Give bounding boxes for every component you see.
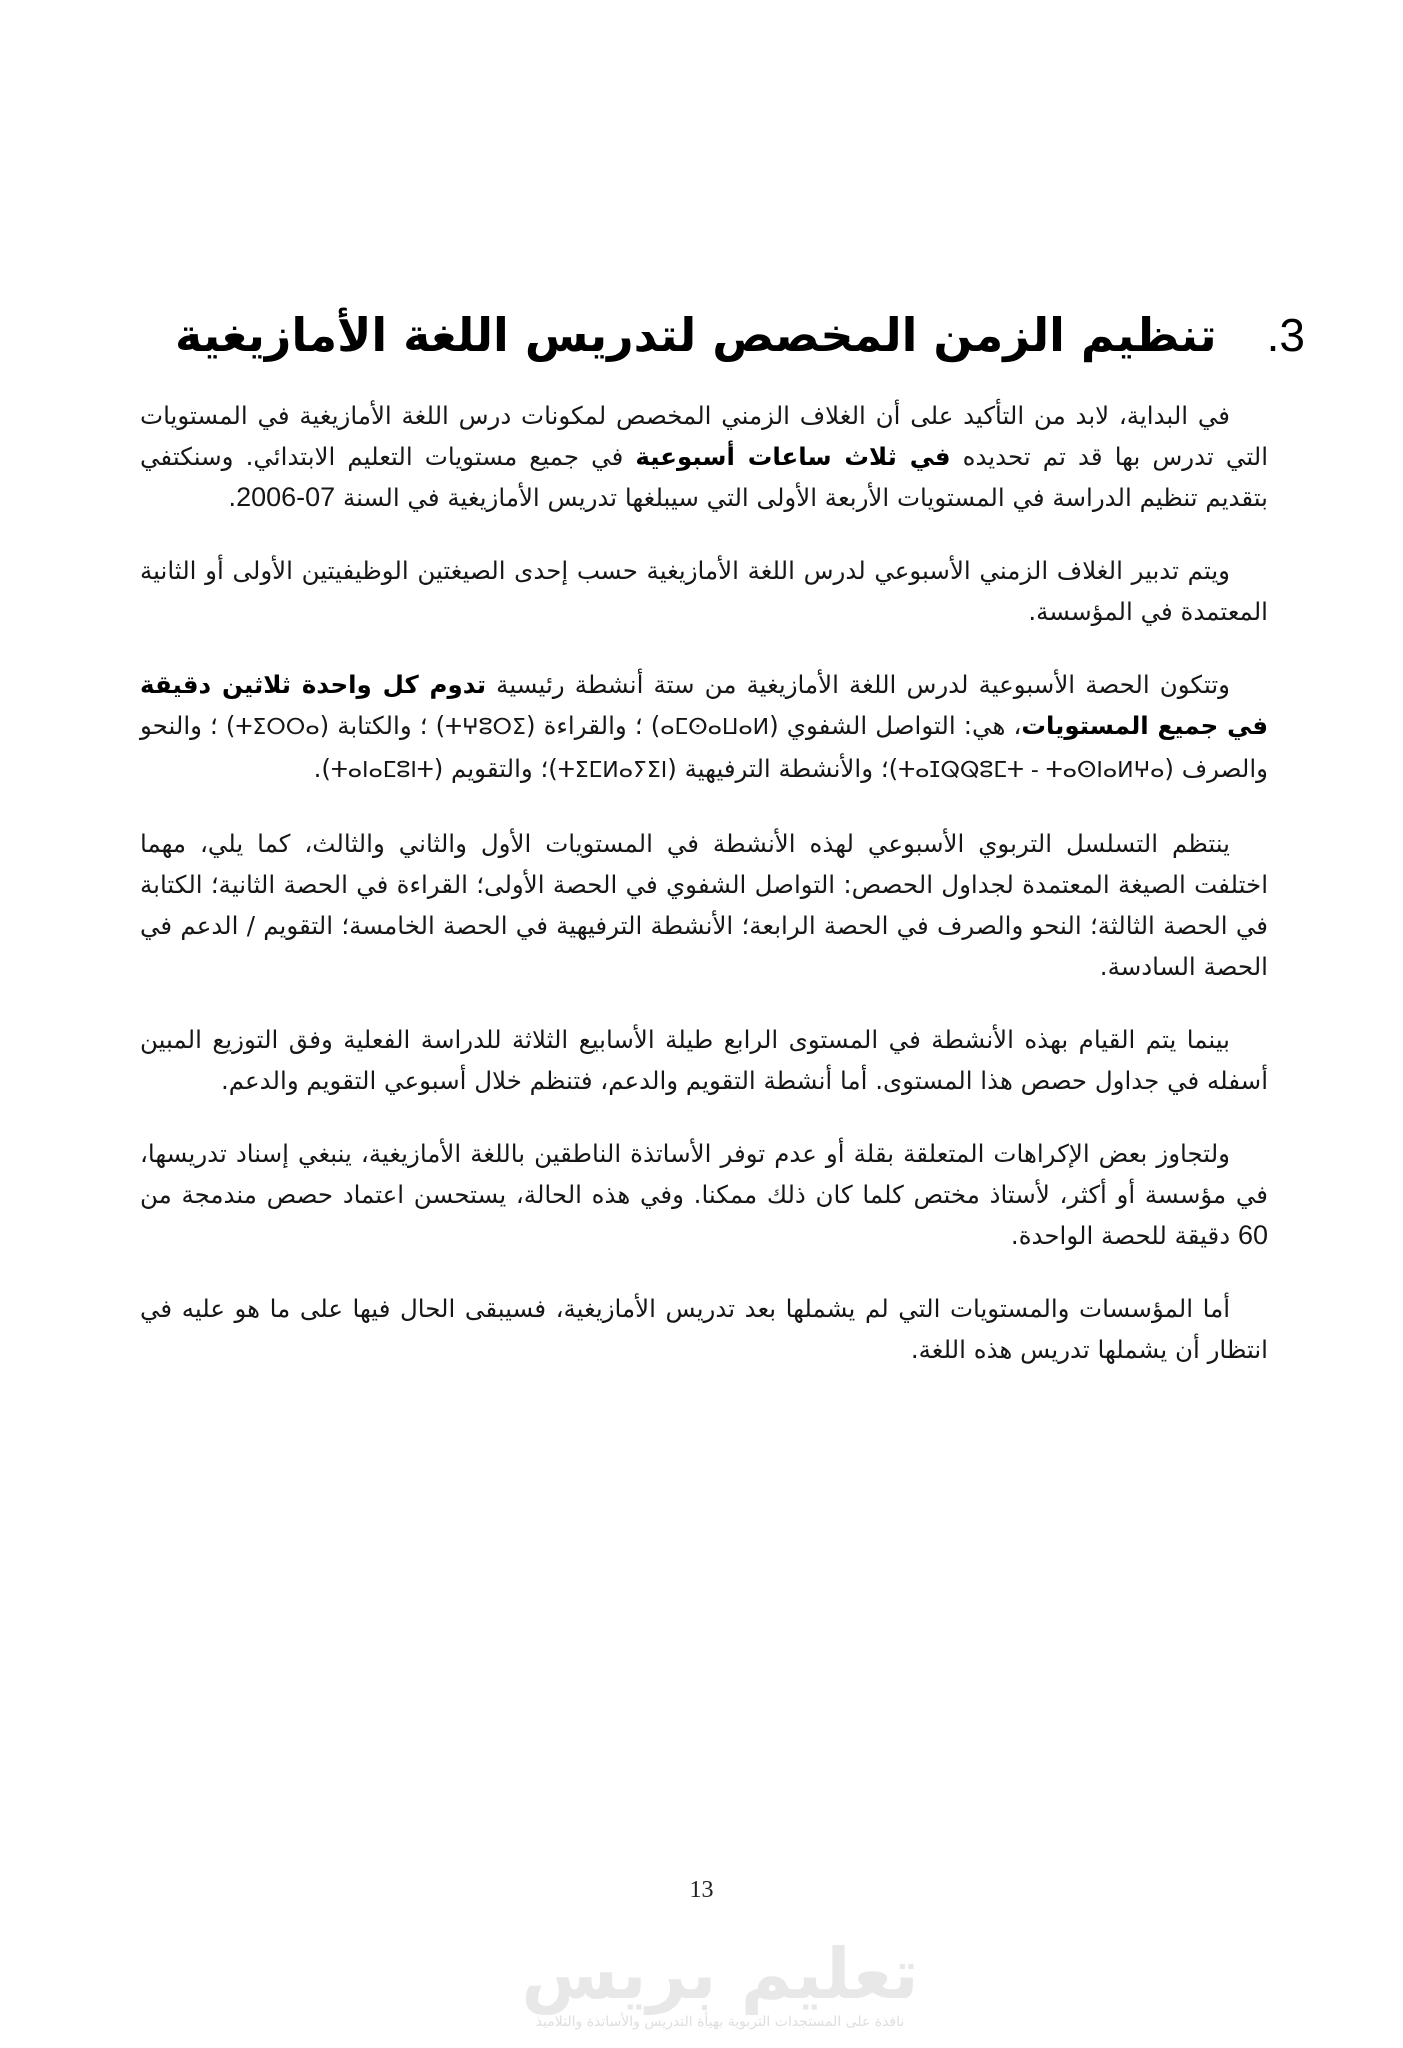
paragraph-3-text-b: ، هي: التواصل الشفوي ( (769, 711, 1022, 740)
watermark-logo (420, 1935, 1020, 2045)
paragraph-3-text-f: )؛ والأنشطة الترفيهية ( (667, 754, 899, 783)
paragraph-3-text-g: )؛ والتقويم ( (433, 754, 558, 783)
tifinagh-term-reading: ⵜⵖⵓⵔⵉ (445, 715, 526, 740)
paragraph-3-emphasis: تدوم كل واحدة ثلاثين دقيقة في جميع المستويات (140, 670, 1268, 740)
tifinagh-term-grammar: ⵜⴰⵊⵕⵕⵓⵎⵜ - ⵜⴰⵙⵏⴰⵍⵖⴰ (898, 758, 1165, 783)
paragraph-4: ينتظم التسلسل التربوي الأسبوعي لهذه الأنشطة في المستويات الأول والثاني والثالث، كما يلي، مهما اختلفت الصيغة المعتمدة لجداول الحصص: التواصل الشفوي في الحصة الأولى؛ القراءة في الحصة الثانية؛ الكتابة في الحصة الثالثة؛ النحو والصرف في الحصة الرابعة؛ الأنشطة الترفيهية في الحصة الخامسة؛ التقويم / الدعم في الحصة السادسة. (140, 829, 1268, 981)
tifinagh-term-writing: ⵜⵉⵔⵔⴰ (235, 715, 320, 740)
tifinagh-term-evaluation: ⵜⴰⵏⴰⵎⵓⵏⵜ (330, 758, 434, 783)
tifinagh-term-recreation: ⵜⵉⵎⵍⴰⵢⵉⵏ (557, 758, 668, 783)
paragraph-7: أما المؤسسات والمستويات التي لم يشملها بعد تدريس الأمازيغية، فسيبقى الحال فيها على ما هو عليه في انتظار أن يشملها تدريس هذه اللغة. (140, 1294, 1268, 1364)
document-body (140, 395, 1268, 1402)
paragraph-6-text-a: ولتجاوز بعض الإكراهات المتعلقة بقلة أو عدم توفر الأساتذة الناطقين باللغة الأمازيغية، ينبغي إسناد تدريسها، في مؤسسة أو أكثر، لأستاذ مختص كلما كان ذلك ممكنا. وفي هذه الحالة، يستحسن اعتماد حصص مندمجة من (140, 1139, 1268, 1209)
paragraph-3-text-a: وتتكون الحصة الأسبوعية لدرس اللغة الأمازيغية من ستة أنشطة رئيسية (486, 670, 1231, 699)
page-number: 13 (689, 1877, 714, 1903)
section-number: 3. (1266, 309, 1305, 361)
paragraph-6-text-b: دقيقة للحصة الواحدة. (1010, 1221, 1238, 1250)
paragraph-6 (140, 1133, 1268, 1256)
paragraph-3-text-e: ) ؛ والنحو والصرف ( (140, 711, 1268, 783)
paragraph-3-text-c: ) ؛ والقراءة ( (525, 711, 661, 740)
session-minutes: 60 (1237, 1220, 1268, 1250)
paragraph-1-text-a: في البداية، لابد من التأكيد على أن الغلاف الزمني المخصص لمكونات درس اللغة الأمازيغية في المستويات التي تدرس بها قد تم تحديده (140, 401, 1268, 471)
watermark-brand: تعليم بريس (521, 1933, 919, 2015)
watermark-tagline: نافذة على المستجدات التربوية بهيأة التدريس والأساتذة والتلاميذ (535, 2014, 905, 2030)
paragraph-3-text-h: ). (313, 754, 331, 783)
paragraph-1-emphasis: في ثلاث ساعات أسبوعية (635, 442, 951, 471)
paragraph-3-text-d: ) ؛ والكتابة ( (319, 711, 446, 740)
paragraph-1 (140, 395, 1268, 518)
paragraph-1-text-b: في جميع مستويات التعليم الابتدائي. وسنكتفي بتقديم تنظيم الدراسة في المستويات الأربعة الأولى التي سيبلغها تدريس الأمازيغية في السنة (140, 442, 1268, 512)
paragraph-2: ويتم تدبير الغلاف الزمني الأسبوعي لدرس اللغة الأمازيغية حسب إحدى الصيغتين الوظيفيتين الأولى أو الثانية المعتمدة في المؤسسة. (140, 556, 1268, 626)
section-heading (174, 300, 1305, 370)
school-year: 2006-07 (236, 482, 336, 512)
paragraph-3 (140, 664, 1268, 791)
paragraph-1-text-c: . (228, 483, 237, 512)
section-title: تنظيم الزمن المخصص لتدريس اللغة الأمازيغية (174, 308, 1217, 362)
paragraph-5: بينما يتم القيام بهذه الأنشطة في المستوى الرابع طيلة الأسابيع الثلاثة للدراسة الفعلية وفق التوزيع المبين أسفله في جداول حصص هذا المستوى. أما أنشطة التقويم والدعم، فتنظم خلال أسبوعي التقويم والدعم. (140, 1025, 1268, 1095)
tifinagh-term-oral: ⴰⵎⵙⴰⵡⴰⵍ (660, 715, 770, 740)
